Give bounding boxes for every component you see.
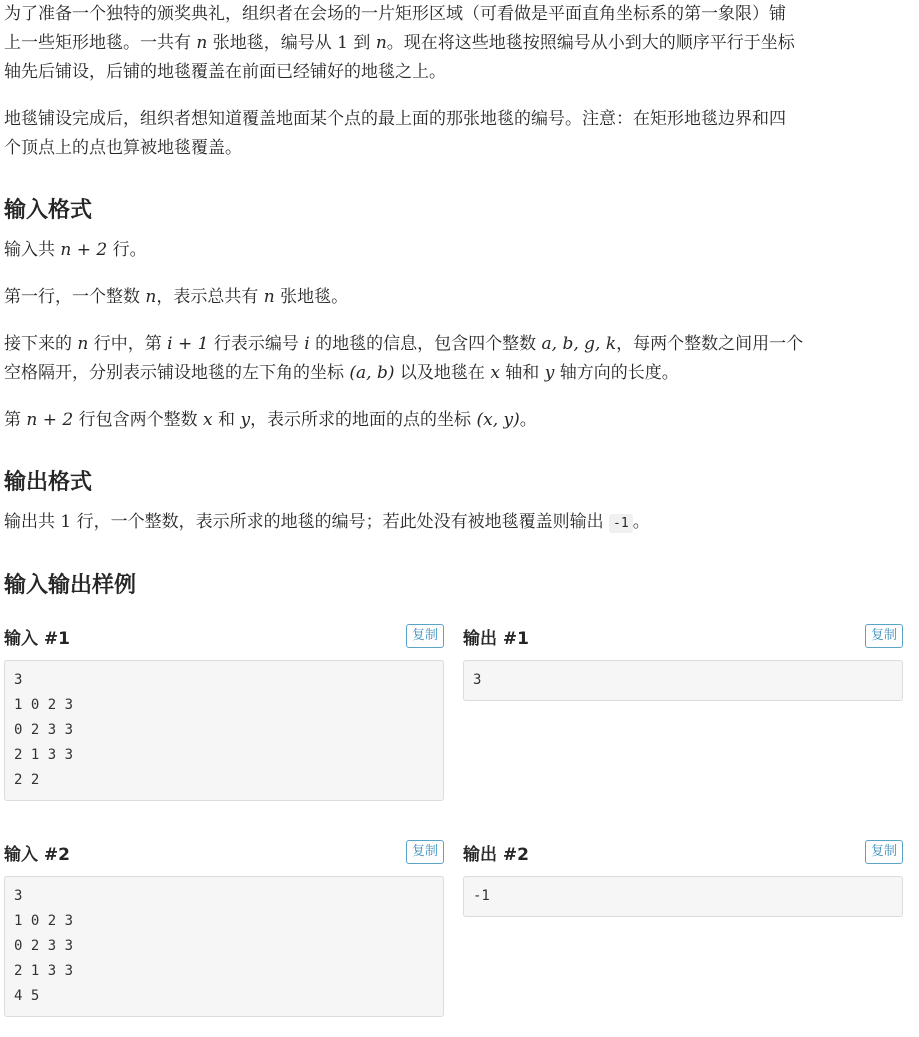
math-ab: (a, b): [349, 363, 395, 383]
text: 接下来的: [4, 334, 78, 354]
text: 第一行，一个整数: [4, 287, 146, 307]
text: ，每两个整数之间用一个: [616, 334, 804, 354]
text: 张地毯，编号从: [207, 33, 338, 53]
text: 个顶点上的点也算被地毯覆盖。: [4, 138, 242, 158]
text: 。现在将这些地毯按照编号从小到大的顺序平行于坐标: [386, 33, 795, 53]
text: 张地毯。: [274, 287, 349, 307]
inline-code: -1: [609, 514, 633, 533]
math-i: i: [304, 334, 310, 354]
sample-input-title: 输入 #1: [4, 628, 70, 649]
text: 行表示编号: [208, 334, 305, 354]
math-expr: n + 2: [26, 410, 74, 430]
sample-row-2: [4, 839, 913, 1017]
math-expr: n + 2: [60, 240, 108, 260]
text: 行。: [107, 240, 147, 260]
description-line: [4, 58, 913, 87]
description-line: [4, 105, 913, 134]
input-format: [4, 236, 913, 435]
copy-button[interactable]: 复制: [406, 624, 444, 648]
text: 轴方向的长度。: [554, 363, 679, 383]
sample-output-title: 输出 #1: [463, 628, 529, 649]
sample-input-block: 3 1 0 2 3 0 2 3 3 2 1 3 3 2 2: [4, 660, 444, 801]
text: 输入共: [4, 240, 61, 260]
sample-input-block: 3 1 0 2 3 0 2 3 3 2 1 3 3 4 5: [4, 876, 444, 1017]
sample-output-2: [463, 839, 903, 1017]
samples-heading: 输入输出样例: [4, 573, 137, 598]
copy-button[interactable]: 复制: [406, 840, 444, 864]
math-n: n: [77, 334, 89, 354]
math-one: 1: [60, 512, 72, 532]
math-vars: a, b, g, k: [541, 334, 617, 354]
input-line: [4, 330, 913, 359]
text: 。: [519, 410, 537, 430]
input-line: [4, 236, 913, 265]
text: ，表示总共有: [156, 287, 264, 307]
sample-output-block: 3: [463, 660, 903, 701]
math-y: y: [544, 363, 555, 383]
math-x: x: [203, 410, 213, 430]
math-expr: i + 1: [167, 334, 209, 354]
sample-input-title: 输入 #2: [4, 844, 70, 865]
input-line: [4, 406, 913, 435]
math-x: x: [490, 363, 500, 383]
input-format-heading: 输入格式: [4, 198, 93, 223]
text: 以及地毯在: [394, 363, 491, 383]
description-line: [4, 0, 913, 29]
text: ，表示所求的地面的点的坐标: [250, 410, 477, 430]
math-n: n: [196, 33, 208, 53]
text: 行包含两个整数: [73, 410, 204, 430]
text: 上一些矩形地毯。一共有: [4, 33, 197, 53]
text: 轴和: [499, 363, 545, 383]
description: [4, 0, 913, 163]
math-n: n: [375, 33, 387, 53]
math-xy: (x, y): [476, 410, 520, 430]
sample-output-title: 输出 #2: [463, 844, 529, 865]
sample-output-block: -1: [463, 876, 903, 917]
math-n: n: [145, 287, 157, 307]
text: 到: [348, 33, 376, 53]
math-one: 1: [337, 33, 348, 53]
input-line: [4, 359, 913, 388]
output-format-heading: 输出格式: [4, 470, 93, 495]
text: 轴先后铺设，后铺的地毯覆盖在前面已经铺好的地毯之上。: [4, 62, 446, 82]
text: 输出共: [4, 512, 61, 532]
text: 第: [4, 410, 27, 430]
text: 。: [632, 512, 650, 532]
sample-row-1: [4, 623, 913, 801]
text: 空格隔开，分别表示铺设地毯的左下角的坐标: [4, 363, 350, 383]
text: 地毯铺设完成后，组织者想知道覆盖地面某个点的最上面的那张地毯的编号。注意：在矩形地毯边界和四: [4, 109, 786, 129]
sample-input-2: [4, 839, 444, 1017]
text: 为了准备一个独特的颁奖典礼，组织者在会场的一片矩形区域（可看做是平面直角坐标系的第一象限）铺: [4, 4, 786, 24]
text: 和: [212, 410, 241, 430]
output-line: [4, 508, 913, 538]
description-line: [4, 29, 913, 58]
text: 行，一个整数，表示所求的地毯的编号；若此处没有被地毯覆盖则输出: [71, 512, 610, 532]
input-line: [4, 283, 913, 312]
copy-button[interactable]: 复制: [865, 840, 903, 864]
sample-output-1: [463, 623, 903, 801]
description-line: [4, 134, 913, 163]
text: 行中，第: [88, 334, 168, 354]
math-y: y: [240, 410, 251, 430]
copy-button[interactable]: 复制: [865, 624, 903, 648]
sample-input-1: [4, 623, 444, 801]
math-n: n: [263, 287, 275, 307]
output-format: [4, 508, 913, 538]
text: 的地毯的信息，包含四个整数: [309, 334, 542, 354]
